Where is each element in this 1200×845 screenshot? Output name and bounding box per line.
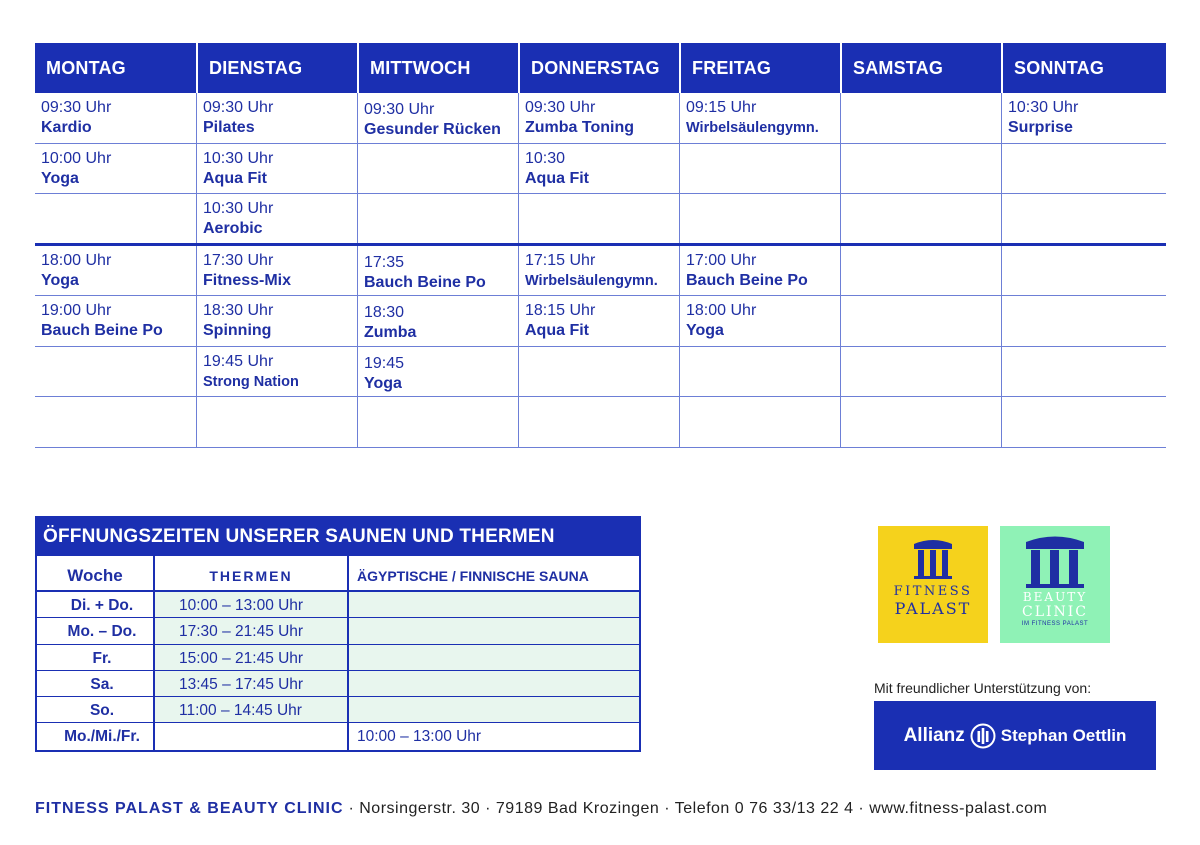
thermen-hours — [153, 723, 347, 749]
schedule-row — [35, 246, 1166, 297]
schedule-cell — [840, 246, 1001, 296]
course-time: 17:15 Uhr — [525, 251, 596, 269]
schedule-row — [35, 296, 1166, 347]
beauty-clinic-logo — [1000, 526, 1110, 643]
course-time: 19:45 — [364, 354, 405, 372]
schedule-cell — [679, 194, 840, 243]
day-header: SONNTAG — [1001, 43, 1166, 93]
course-name: Spinning — [203, 322, 272, 339]
schedule-cell — [1001, 397, 1166, 447]
temple-columns-icon — [1022, 534, 1088, 590]
day-header: DONNERSTAG — [518, 43, 679, 93]
schedule-cell — [518, 194, 679, 243]
support-text: Mit freundlicher Unterstützung von: — [874, 680, 1092, 696]
thermen-column-header: THERMEN — [153, 556, 347, 590]
schedule-row — [35, 93, 1166, 144]
thermen-hours: 17:30 – 21:45 Uhr — [153, 618, 347, 643]
day-header: MITTWOCH — [357, 43, 518, 93]
sauna-hours — [347, 671, 639, 696]
course-time: 19:45 Uhr — [203, 352, 274, 370]
fitness-logo-line1: FITNESS — [893, 584, 973, 599]
schedule-cell — [357, 397, 518, 447]
hours-day: Mo./Mi./Fr. — [37, 723, 153, 749]
schedule-cell — [357, 194, 518, 243]
schedule-header — [35, 43, 1166, 93]
opening-hours-row — [37, 671, 639, 697]
course-name: Bauch Beine Po — [686, 271, 808, 289]
schedule-cell — [840, 93, 1001, 143]
footer-brand: FITNESS PALAST & BEAUTY CLINIC — [35, 800, 344, 817]
schedule-row — [35, 194, 1166, 246]
fitness-palast-logo — [878, 526, 988, 643]
schedule-cell — [35, 347, 196, 397]
schedule-cell — [679, 347, 840, 397]
schedule-row — [35, 144, 1166, 195]
course-name: Wirbelsäulengymn. — [686, 120, 819, 136]
schedule-cell — [35, 296, 196, 346]
schedule-cell — [1001, 246, 1166, 296]
footer — [35, 800, 1047, 818]
schedule-cell — [518, 144, 679, 194]
schedule-cell — [840, 144, 1001, 194]
hours-day: Sa. — [37, 671, 153, 696]
allianz-brand: Allianz — [903, 724, 965, 746]
schedule-cell — [196, 296, 357, 346]
course-name: Surprise — [1008, 119, 1073, 136]
schedule-cell — [196, 144, 357, 194]
schedule-cell — [1001, 296, 1166, 346]
schedule-cell — [357, 246, 518, 296]
course-time: 09:30 Uhr — [203, 99, 274, 116]
course-name: Zumba — [364, 324, 417, 341]
hours-day: So. — [37, 697, 153, 722]
course-time: 17:30 Uhr — [203, 251, 274, 269]
footer-address: · Norsingerstr. 30 · 79189 Bad Krozingen · Telefon 0 76 33/13 22 4 · www.fitness-palast.com — [343, 800, 1048, 817]
schedule-cell — [840, 397, 1001, 447]
thermen-hours: 15:00 – 21:45 Uhr — [153, 645, 347, 670]
course-time: 18:00 Uhr — [41, 251, 112, 269]
day-header: SAMSTAG — [840, 43, 1001, 93]
schedule-cell — [679, 93, 840, 143]
course-time: 09:30 Uhr — [41, 99, 112, 116]
opening-hours-row — [37, 697, 639, 723]
schedule-cell — [1001, 347, 1166, 397]
course-time: 10:30 Uhr — [203, 200, 274, 217]
opening-hours-table — [35, 516, 641, 752]
course-name: Aqua Fit — [525, 322, 589, 339]
schedule-cell — [196, 347, 357, 397]
beauty-logo-line1: BEAUTY — [1022, 590, 1088, 604]
thermen-hours: 10:00 – 13:00 Uhr — [153, 592, 347, 617]
beauty-logo-line2: CLINIC — [1021, 604, 1089, 620]
schedule-cell — [35, 194, 196, 243]
opening-hours-row — [37, 592, 639, 618]
schedule-row — [35, 397, 1166, 448]
schedule-cell — [357, 296, 518, 346]
day-header: DIENSTAG — [196, 43, 357, 93]
schedule-cell — [679, 397, 840, 447]
course-time: 18:15 Uhr — [525, 302, 596, 319]
allianz-eagle-icon — [970, 723, 996, 749]
schedule-cell — [840, 347, 1001, 397]
thermen-hours: 11:00 – 14:45 Uhr — [153, 697, 347, 722]
schedule-cell — [35, 93, 196, 143]
hours-day: Di. + Do. — [37, 592, 153, 617]
schedule-cell — [196, 93, 357, 143]
schedule-cell — [840, 296, 1001, 346]
schedule-cell — [1001, 144, 1166, 194]
schedule-cell — [1001, 93, 1166, 143]
course-name: Yoga — [41, 169, 79, 187]
week-column-header: Woche — [67, 566, 123, 585]
schedule-cell — [518, 347, 679, 397]
course-time: 18:30 Uhr — [203, 302, 274, 319]
opening-hours-header — [37, 556, 639, 592]
course-time: 18:00 Uhr — [686, 302, 757, 319]
schedule-row — [35, 347, 1166, 398]
thermen-hours: 13:45 – 17:45 Uhr — [153, 671, 347, 696]
schedule-cell — [357, 93, 518, 143]
schedule-cell — [357, 347, 518, 397]
schedule-cell — [518, 246, 679, 296]
course-name: Aerobic — [203, 220, 263, 237]
course-time: 17:00 Uhr — [686, 251, 757, 269]
course-time: 09:30 Uhr — [364, 101, 435, 118]
opening-hours-row — [37, 723, 639, 749]
schedule-cell — [196, 397, 357, 447]
schedule-cell — [196, 246, 357, 296]
sauna-hours: 10:00 – 13:00 Uhr — [347, 723, 639, 749]
course-name: Wirbelsäulengymn. — [525, 272, 658, 289]
course-name: Fitness-Mix — [203, 271, 292, 289]
course-time: 09:30 Uhr — [525, 99, 596, 116]
hours-day: Mo. – Do. — [37, 618, 153, 643]
course-time: 10:30 — [525, 149, 566, 167]
course-name: Strong Nation — [203, 373, 299, 390]
course-name: Bauch Beine Po — [41, 322, 163, 339]
course-name: Yoga — [41, 271, 79, 289]
course-time: 10:30 Uhr — [203, 149, 274, 167]
schedule-body — [35, 93, 1166, 448]
sauna-hours — [347, 645, 639, 670]
schedule-cell — [35, 246, 196, 296]
opening-hours-row — [37, 618, 639, 644]
course-name: Bauch Beine Po — [364, 273, 486, 291]
allianz-sponsor-banner — [874, 701, 1156, 770]
opening-hours-title: ÖFFNUNGSZEITEN UNSERER SAUNEN UND THERMEN — [37, 518, 639, 556]
course-name: Aqua Fit — [203, 169, 267, 187]
schedule-cell — [518, 397, 679, 447]
course-time: 09:15 Uhr — [686, 99, 757, 116]
day-header: FREITAG — [679, 43, 840, 93]
schedule-cell — [35, 397, 196, 447]
course-name: Yoga — [686, 322, 724, 339]
schedule-cell — [679, 296, 840, 346]
course-schedule — [35, 43, 1166, 448]
course-time: 18:30 — [364, 304, 405, 321]
course-time: 10:00 Uhr — [41, 149, 112, 167]
schedule-cell — [518, 93, 679, 143]
course-time: 17:35 — [364, 253, 405, 271]
course-time: 10:30 Uhr — [1008, 99, 1079, 116]
sauna-hours — [347, 618, 639, 643]
beauty-logo-line3: IM FITNESS PALAST — [1021, 621, 1089, 627]
temple-columns-icon — [910, 538, 956, 580]
schedule-cell — [1001, 194, 1166, 243]
hours-day: Fr. — [37, 645, 153, 670]
course-name: Pilates — [203, 119, 255, 136]
schedule-cell — [679, 246, 840, 296]
opening-hours-body — [37, 592, 639, 750]
course-time: 19:00 Uhr — [41, 302, 112, 319]
sauna-hours — [347, 592, 639, 617]
schedule-cell — [840, 194, 1001, 243]
course-name: Gesunder Rücken — [364, 121, 501, 138]
course-name: Yoga — [364, 374, 402, 392]
allianz-agent: Stephan Oettlin — [1000, 725, 1127, 745]
schedule-cell — [196, 194, 357, 243]
fitness-logo-line2: PALAST — [894, 599, 972, 618]
course-name: Kardio — [41, 119, 92, 136]
day-header: MONTAG — [35, 43, 196, 93]
sauna-column-header: ÄGYPTISCHE / FINNISCHE SAUNA — [347, 556, 639, 590]
schedule-cell — [35, 144, 196, 194]
course-name: Zumba Toning — [525, 119, 635, 136]
sauna-hours — [347, 697, 639, 722]
course-name: Aqua Fit — [525, 169, 589, 187]
schedule-cell — [518, 296, 679, 346]
schedule-cell — [357, 144, 518, 194]
schedule-cell — [679, 144, 840, 194]
opening-hours-row — [37, 645, 639, 671]
